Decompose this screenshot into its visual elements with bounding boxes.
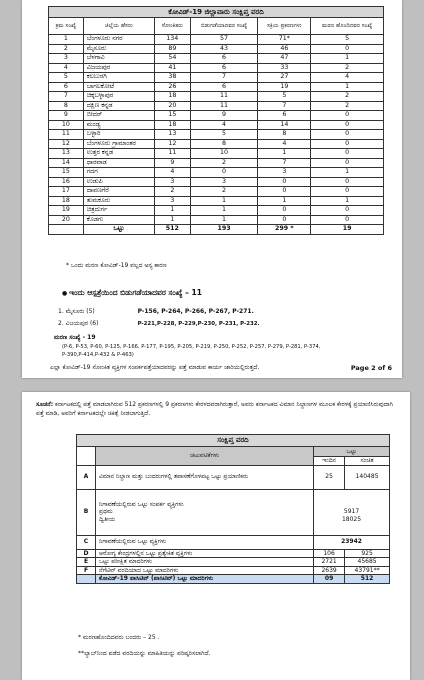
row-value: 5917 bbox=[343, 508, 360, 516]
cell-deaths: 0 bbox=[311, 177, 384, 187]
cell-discharged: 5 bbox=[190, 130, 258, 140]
cell-discharged: 4 bbox=[190, 120, 258, 130]
contact-trace-line: ಎಲ್ಲಾ ಕೋವಿಡ್-19 ಸೋಂಕಿತ ವ್ಯಕ್ತಿಗಳ ಸಂಪರ್ಕಪತ್ತೆಯಾದವರನ್ನು ಪತ್ತೆ ಮಾಡುವ ಕಾರ್ಯ ಜಾರಿಯಲ್ಲಿರುತ್ತದೆ. bbox=[50, 364, 260, 371]
cell-district: ಬೆಂಗಳೂರು ಗ್ರಾಮಾಂತರ bbox=[83, 139, 154, 149]
table-row bbox=[49, 206, 384, 216]
row-label: ವಿಮಾನ ನಿಲ್ದಾಣ ಮತ್ತು ಬಂದರುಗಳಲ್ಲಿ ತಪಾಸಣೆಗೊಳಪಟ್ಟ ಒಟ್ಟು ಪ್ರಯಾಣಿಕರು bbox=[96, 465, 314, 489]
cell-active: 7 bbox=[258, 101, 311, 111]
bullet-icon: ● bbox=[62, 290, 68, 297]
table-row bbox=[49, 111, 384, 121]
discharged-item bbox=[58, 308, 254, 316]
total-cell bbox=[49, 225, 84, 235]
table-row bbox=[49, 139, 384, 149]
cell-serial: 5 bbox=[49, 73, 84, 83]
cell-active: 47 bbox=[258, 54, 311, 64]
cell-infected: 38 bbox=[154, 73, 190, 83]
row-key: D bbox=[77, 549, 96, 558]
total-cell: 299 * bbox=[258, 225, 311, 235]
table-header-row bbox=[49, 18, 384, 35]
cell-discharged: 10 bbox=[190, 149, 258, 159]
note-text: ಕರ್ನಾಟಕದಲ್ಲಿ ಪತ್ತೆ ಮಾಡಲಾಗಿರುವ 512 ಪ್ರಕರಣಗಳಲ್ಲಿ 9 ಪ್ರಕರಣಗಳು ಕೇರಳದವರಾಗಿರುತ್ತಾರೆ, ಅವರು ಕರ್ನಾಟಕದ ವಿಮಾನ ನಿಲ್ದಾಣಗಳ ಮೂಲಕ ಕೇರಳಕ್ಕೆ ಪ್ರಯಾಣಿಸಿರುವುದಾಗಿ ಪತ್ತೆ ಮಾಡಿ, ಅವರಿಗೆ ಕರ್ನಾಟಕದಲ್ಲೇ ಚಿಕಿತ್ಸೆ ನೀಡಲಾಗುತ್ತಿದೆ. bbox=[36, 401, 393, 417]
cell-infected: 9 bbox=[154, 158, 190, 168]
cell-deaths: 1 bbox=[311, 196, 384, 206]
row-today: 106 bbox=[314, 549, 345, 558]
cell-infected: 12 bbox=[154, 139, 190, 149]
table-row bbox=[49, 158, 384, 168]
double-star-note: **ಲ್ಯಾಬ್‌ನಿಂದ ಪಡೆದ ವರದಿಯನ್ನು ಮಾಹಿತಿಯನ್ನು ಪರಿಷ್ಕರಿಸಲಾಗಿದೆ. bbox=[78, 650, 211, 657]
cell-deaths: 5 bbox=[311, 35, 384, 45]
cell-deaths: 0 bbox=[311, 215, 384, 225]
cell-infected: 15 bbox=[154, 111, 190, 121]
cell-serial: 2 bbox=[49, 44, 84, 54]
row-cumulative: 512 bbox=[345, 575, 390, 584]
discharged-item bbox=[58, 320, 260, 328]
table-row bbox=[49, 187, 384, 197]
col-serial: ಕ್ರಮ ಸಂಖ್ಯೆ bbox=[49, 18, 84, 35]
cell-discharged: 2 bbox=[190, 187, 258, 197]
cell-serial: 3 bbox=[49, 54, 84, 64]
cell-district: ಮಂಡ್ಯ bbox=[83, 120, 154, 130]
cell-discharged: 3 bbox=[190, 177, 258, 187]
cell-discharged: 1 bbox=[190, 206, 258, 216]
blank-cell bbox=[77, 447, 96, 466]
cell-infected: 3 bbox=[154, 196, 190, 206]
row-label: ನಿಗಾವಣೆಯಲ್ಲಿರುವ ಒಟ್ಟು ಸಂಪರ್ಕ ವ್ಯಕ್ತಿಗಳು bbox=[99, 500, 184, 508]
table-row bbox=[49, 120, 384, 130]
cell-active: 27 bbox=[258, 73, 311, 83]
footnote: * ಒಂದು ಮರಣ ಕೋವಿಡ್-19 ವಲ್ಲದ ಅನ್ಯ ಕಾರಣ bbox=[66, 262, 167, 269]
note-label: ಸೂಚನೆ: bbox=[36, 401, 54, 408]
report-page-3 bbox=[22, 392, 410, 680]
cell-active: 1 bbox=[258, 196, 311, 206]
item-place: ವಿಜಯಪುರ (6) bbox=[65, 320, 99, 327]
cell-district: ಧಾರವಾಡ bbox=[83, 158, 154, 168]
cell-active: 5 bbox=[258, 92, 311, 102]
discharged-title: ಇಂದು ಆಸ್ಪತ್ರೆಯಿಂದ ಬಿಡುಗಡೆಯಾದವರ ಸಂಖ್ಯೆ – 11 bbox=[69, 288, 202, 297]
row-today: 2721 bbox=[314, 558, 345, 567]
cell-discharged: 6 bbox=[190, 82, 258, 92]
page-number: Page 2 of 6 bbox=[350, 364, 392, 372]
cell-infected: 1 bbox=[154, 215, 190, 225]
cell-active: 33 bbox=[258, 63, 311, 73]
star-note: * ಮರಣಹೊಂದಿದವರು ಬಂದರು – 25 . bbox=[78, 634, 160, 641]
cell-active: 6 bbox=[258, 111, 311, 121]
cell-serial: 8 bbox=[49, 101, 84, 111]
cell-discharged: 2 bbox=[190, 158, 258, 168]
col-discharged: ಬಿಡುಗಡೆಯಾದವರ ಸಂಖ್ಯೆ bbox=[190, 18, 258, 35]
table-row bbox=[49, 177, 384, 187]
cell-infected: 20 bbox=[154, 101, 190, 111]
cell-district: ದಾವಣಗೆರೆ bbox=[83, 187, 154, 197]
cell-active: 0 bbox=[258, 177, 311, 187]
cell-serial: 19 bbox=[49, 206, 84, 216]
cell-serial: 20 bbox=[49, 215, 84, 225]
cell-infected: 54 bbox=[154, 54, 190, 64]
cell-infected: 13 bbox=[154, 130, 190, 140]
district-table bbox=[48, 6, 384, 235]
cell-serial: 14 bbox=[49, 158, 84, 168]
cell-active: 3 bbox=[258, 168, 311, 178]
cell-deaths: 2 bbox=[311, 92, 384, 102]
deaths-ids-line: (P-6, P-53, P-60, P-125, P-166, P-177, P-195, P-205, P-219, P-250, P-252, P-257, P-279, P-281, P-374, bbox=[62, 344, 321, 350]
summary-table bbox=[76, 434, 390, 584]
cell-serial: 6 bbox=[49, 82, 84, 92]
item-ids: P-156, P-264, P-266, P-267, P-271. bbox=[137, 308, 254, 315]
row-key: B bbox=[77, 489, 96, 535]
table-row bbox=[49, 130, 384, 140]
cell-infected: 11 bbox=[154, 149, 190, 159]
cell-discharged: 6 bbox=[190, 54, 258, 64]
cell-district: ಬಳ್ಳಾರಿ bbox=[83, 130, 154, 140]
cell-district: ಚಿತ್ರದುರ್ಗ bbox=[83, 206, 154, 216]
table-row bbox=[49, 101, 384, 111]
cell-deaths: 0 bbox=[311, 111, 384, 121]
row-label: ಆರೋಗ್ಯ ಕೇಂದ್ರಗಳಲ್ಲಿನ ಒಟ್ಟು ಪ್ರತ್ಯೇಕಿತ ವ್ಯಕ್ತಿಗಳು bbox=[96, 549, 314, 558]
item-number: 2. bbox=[58, 320, 64, 327]
row-cumulative: 140485 bbox=[345, 465, 390, 489]
cell-district: ದಕ್ಷಿಣ ಕನ್ನಡ bbox=[83, 101, 154, 111]
table-row bbox=[49, 82, 384, 92]
cell-district: ಕಲಬುರಗಿ bbox=[83, 73, 154, 83]
cell-district: ಕೊಡಗು bbox=[83, 215, 154, 225]
cell-serial: 15 bbox=[49, 168, 84, 178]
row-cumulative: 43791** bbox=[345, 566, 390, 575]
summary-title: ಸಂಕ್ಷಿಪ್ತ ವರದಿ bbox=[77, 435, 390, 447]
cell-serial: 16 bbox=[49, 177, 84, 187]
cell-discharged: 11 bbox=[190, 101, 258, 111]
cell-deaths: 0 bbox=[311, 139, 384, 149]
cell-district: ವಿಜಯಪುರ bbox=[83, 63, 154, 73]
col-infected: ಸೋಂಕಿತರು bbox=[154, 18, 190, 35]
col-today: ಇಂದಿನ bbox=[314, 457, 345, 466]
row-key: E bbox=[77, 558, 96, 567]
cell-serial: 12 bbox=[49, 139, 84, 149]
row-value: 18025 bbox=[341, 515, 362, 523]
table-row bbox=[49, 63, 384, 73]
cell-serial: 9 bbox=[49, 111, 84, 121]
item-place: ಮೈಸೂರು (5) bbox=[65, 308, 95, 315]
cell-deaths: 0 bbox=[311, 158, 384, 168]
total-label: ಒಟ್ಟು bbox=[83, 225, 154, 235]
cell-serial: 4 bbox=[49, 63, 84, 73]
table-row bbox=[49, 73, 384, 83]
cell-active: 1 bbox=[258, 149, 311, 159]
cell-discharged: 1 bbox=[190, 215, 258, 225]
cell-active: 0 bbox=[258, 206, 311, 216]
item-ids: P-221,P-228, P-229,P-230, P-231, P-232. bbox=[137, 321, 260, 327]
cell-deaths: 0 bbox=[311, 44, 384, 54]
cell-active: 0 bbox=[258, 215, 311, 225]
row-label: ಕೋವಿಡ್-19 ಪಾಸಿಟಿವ್ (ಪಾಸಿಟಿವ್) ಒಟ್ಟು ಮಾದರಿಗಳು bbox=[96, 575, 314, 584]
cell-discharged: 0 bbox=[190, 168, 258, 178]
row-label: ನೆಗೆಟಿವ್ ವರದಿಯಾದ ಒಟ್ಟು ಮಾದರಿಗಳು bbox=[96, 566, 314, 575]
cell-infected: 18 bbox=[154, 120, 190, 130]
row-label: ನಿಗಾವಣೆಯಲ್ಲಿರುವ ಒಟ್ಟು ವ್ಯಕ್ತಿಗಳು bbox=[96, 535, 314, 549]
table-row bbox=[49, 168, 384, 178]
col-cumulative: ಸಂಚಿತ bbox=[345, 457, 390, 466]
cell-serial: 18 bbox=[49, 196, 84, 206]
deaths-label: ಮರಣ ಸಂಖ್ಯೆ - 19 bbox=[54, 334, 96, 341]
row-sub-label: ದ್ವಿತೀಯ bbox=[99, 515, 116, 523]
table-row bbox=[49, 92, 384, 102]
discharged-heading bbox=[62, 288, 202, 298]
cell-discharged: 7 bbox=[190, 73, 258, 83]
cell-discharged: 6 bbox=[190, 63, 258, 73]
cell-discharged: 1 bbox=[190, 196, 258, 206]
row-sub-label: ಪ್ರಥಮ bbox=[99, 508, 113, 516]
row-cumulative: 45685 bbox=[345, 558, 390, 567]
row-label-group bbox=[96, 489, 314, 535]
cell-deaths: 2 bbox=[311, 101, 384, 111]
cell-active: 0 bbox=[258, 187, 311, 197]
cell-district: ಚಿಕ್ಕಬಳ್ಳಾಪುರ bbox=[83, 92, 154, 102]
cell-deaths: 1 bbox=[311, 168, 384, 178]
cell-infected: 26 bbox=[154, 82, 190, 92]
cell-infected: 134 bbox=[154, 35, 190, 45]
row-today: 25 bbox=[314, 465, 345, 489]
cell-discharged: 11 bbox=[190, 92, 258, 102]
cell-serial: 10 bbox=[49, 120, 84, 130]
cell-deaths: 0 bbox=[311, 187, 384, 197]
cell-deaths: 1 bbox=[311, 54, 384, 64]
row-total: 23942 bbox=[314, 535, 390, 549]
cell-infected: 3 bbox=[154, 177, 190, 187]
cell-serial: 1 bbox=[49, 35, 84, 45]
table-row bbox=[49, 44, 384, 54]
total-row bbox=[49, 225, 384, 235]
table-row bbox=[49, 54, 384, 64]
table-row bbox=[49, 149, 384, 159]
table-row bbox=[49, 196, 384, 206]
cell-active: 7 bbox=[258, 158, 311, 168]
cell-discharged: 9 bbox=[190, 111, 258, 121]
total-cell: 193 bbox=[190, 225, 258, 235]
cell-infected: 89 bbox=[154, 44, 190, 54]
cell-infected: 1 bbox=[154, 206, 190, 216]
cell-district: ಉಡುಪಿ bbox=[83, 177, 154, 187]
cell-district: ತುಮಕೂರು bbox=[83, 196, 154, 206]
cell-active: 19 bbox=[258, 82, 311, 92]
cell-deaths: 4 bbox=[311, 73, 384, 83]
cell-infected: 4 bbox=[154, 168, 190, 178]
table-row bbox=[49, 35, 384, 45]
cell-serial: 13 bbox=[49, 149, 84, 159]
row-key bbox=[77, 575, 96, 584]
cell-infected: 41 bbox=[154, 63, 190, 73]
cell-active: 14 bbox=[258, 120, 311, 130]
cell-deaths: 1 bbox=[311, 82, 384, 92]
row-cumulative: 925 bbox=[345, 549, 390, 558]
cell-discharged: 43 bbox=[190, 44, 258, 54]
cell-district: ಬೆಳಗಾವಿ bbox=[83, 54, 154, 64]
table-title: ಕೋವಿಡ್-19 ಜಿಲ್ಲಾವಾರು ಸಂಕ್ಷಿಪ್ತ ವರದಿ bbox=[49, 7, 384, 18]
cell-discharged: 8 bbox=[190, 139, 258, 149]
cell-district: ಬೆಂಗಳೂರು ನಗರ bbox=[83, 35, 154, 45]
row-key: F bbox=[77, 566, 96, 575]
cell-district: ಮೈಸೂರು bbox=[83, 44, 154, 54]
col-district: ಜಿಲ್ಲೆಯ ಹೆಸರು bbox=[83, 18, 154, 35]
cell-serial: 7 bbox=[49, 92, 84, 102]
total-cell: 512 bbox=[154, 225, 190, 235]
col-active: ಸಕ್ರಿಯ ಪ್ರಕರಣಗಳು bbox=[258, 18, 311, 35]
kerala-note bbox=[36, 400, 396, 418]
total-cell: 19 bbox=[311, 225, 384, 235]
report-page-2 bbox=[22, 0, 402, 378]
cell-district: ಬಾಗಲಕೋಟೆ bbox=[83, 82, 154, 92]
table-row bbox=[49, 215, 384, 225]
cell-district: ಉತ್ತರ ಕನ್ನಡ bbox=[83, 149, 154, 159]
cell-deaths: 0 bbox=[311, 130, 384, 140]
cell-deaths: 0 bbox=[311, 149, 384, 159]
row-values bbox=[314, 489, 390, 535]
row-key: A bbox=[77, 465, 96, 489]
cell-active: 71* bbox=[258, 35, 311, 45]
cell-discharged: 57 bbox=[190, 35, 258, 45]
col-deaths: ಮರಣ ಹೊಂದಿದವರ ಸಂಖ್ಯೆ bbox=[311, 18, 384, 35]
cell-deaths: 0 bbox=[311, 206, 384, 216]
cell-deaths: 0 bbox=[311, 120, 384, 130]
cell-serial: 17 bbox=[49, 187, 84, 197]
cell-deaths: 2 bbox=[311, 63, 384, 73]
cell-infected: 18 bbox=[154, 92, 190, 102]
cell-infected: 2 bbox=[154, 187, 190, 197]
row-today: 09 bbox=[314, 575, 345, 584]
row-today: 2639 bbox=[314, 566, 345, 575]
row-key: C bbox=[77, 535, 96, 549]
cell-district: ಗದಗ bbox=[83, 168, 154, 178]
cell-active: 46 bbox=[258, 44, 311, 54]
cell-district: ಬೀದರ್ bbox=[83, 111, 154, 121]
col-total: ಒಟ್ಟು bbox=[314, 447, 390, 457]
cell-active: 8 bbox=[258, 130, 311, 140]
deaths-ids-line: P-390,P-414,P-432 & P-463) bbox=[62, 352, 134, 358]
cell-active: 4 bbox=[258, 139, 311, 149]
col-activity: ಚಟುವಟಿಕೆಗಳು bbox=[96, 447, 314, 466]
item-number: 1. bbox=[58, 308, 64, 315]
cell-serial: 11 bbox=[49, 130, 84, 140]
row-label: ಒಟ್ಟು ಪರೀಕ್ಷಿತ ಮಾದರಿಗಳು bbox=[96, 558, 314, 567]
